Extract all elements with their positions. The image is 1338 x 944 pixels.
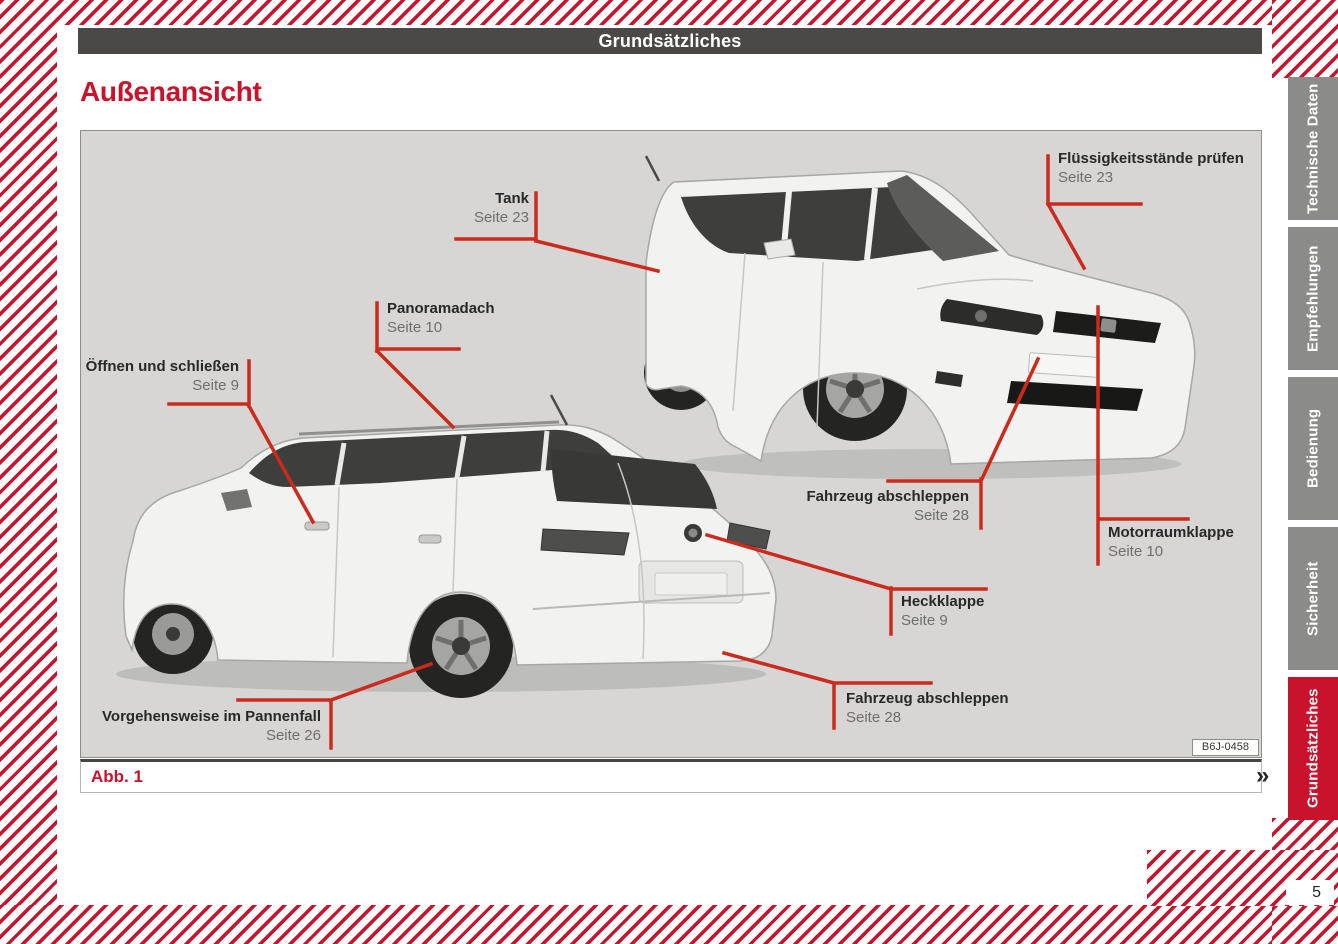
figure-code: B6J-0458	[1192, 739, 1259, 756]
callout-page-ref: Seite 26	[265, 727, 321, 744]
callout-page-ref: Seite 28	[913, 507, 969, 524]
sidebar-tab-empfehlungen[interactable]: Empfehlungen	[1288, 227, 1338, 370]
callout-title: Vorgehensweise im Pannenfall	[102, 708, 321, 725]
callout-page-ref: Seite 10	[1108, 543, 1164, 560]
sidebar-tab-sicherheit[interactable]: Sicherheit	[1288, 527, 1338, 670]
callout-page-ref: Seite 23	[473, 209, 529, 226]
hatchback-car	[644, 156, 1195, 464]
callout-page-ref: Seite 28	[846, 709, 902, 726]
callout-label-fluessigkeit	[1058, 149, 1244, 187]
callout-title: Motorraumklappe	[1108, 524, 1234, 541]
sidebar-tab-technische-daten[interactable]: Technische Daten	[1288, 77, 1338, 220]
wagon-car	[124, 395, 776, 698]
callout-title: Tank	[495, 190, 529, 207]
striped-border-right-top	[1272, 0, 1338, 78]
callout-label-abschleppen-vorn	[806, 487, 969, 525]
page-number: 5	[1312, 883, 1321, 901]
callout-label-heckklappe	[901, 592, 984, 630]
callout-label-oeffnen	[86, 357, 239, 395]
striped-border-bottom	[0, 905, 1338, 944]
page-title: Außenansicht	[80, 76, 262, 107]
callout-label-pannenfall	[102, 707, 321, 745]
page-number-notch	[1286, 880, 1334, 905]
callout-label-motorraumklappe	[1108, 523, 1234, 561]
callout-title: Flüssigkeitsstände prüfen	[1058, 150, 1244, 167]
striped-border-top	[0, 0, 1338, 25]
callout-page-ref: Seite 23	[1058, 169, 1114, 186]
callout-title: Fahrzeug abschleppen	[806, 488, 969, 505]
striped-border-left	[0, 0, 57, 944]
callout-label-abschleppen-heck	[846, 689, 1009, 727]
callout-label-tank	[474, 189, 529, 227]
callout-page-ref: Seite 9	[192, 377, 239, 394]
callout-title: Panoramadach	[387, 300, 495, 317]
chapter-title: Grundsätzliches	[598, 30, 742, 51]
callout-title: Heckklappe	[901, 593, 985, 610]
callout-page-ref: Seite 9	[901, 612, 948, 629]
continuation-marker: »	[1256, 762, 1270, 789]
figure-panel	[80, 130, 1262, 758]
figure-caption: Abb. 1	[91, 767, 143, 786]
callout-title: Fahrzeug abschleppen	[846, 690, 1009, 707]
sidebar-tab-bedienung[interactable]: Bedienung	[1288, 377, 1338, 520]
figure-caption-bar	[80, 759, 1262, 793]
chapter-header-bar	[78, 28, 1262, 54]
exterior-view-illustration	[81, 131, 1263, 759]
callout-title: Öffnen und schließen	[85, 358, 239, 375]
sidebar-tab-grundsaetzliches[interactable]: Grundsätzliches	[1288, 677, 1338, 820]
callout-label-panoramadach	[387, 299, 495, 337]
callout-page-ref: Seite 10	[387, 319, 443, 336]
